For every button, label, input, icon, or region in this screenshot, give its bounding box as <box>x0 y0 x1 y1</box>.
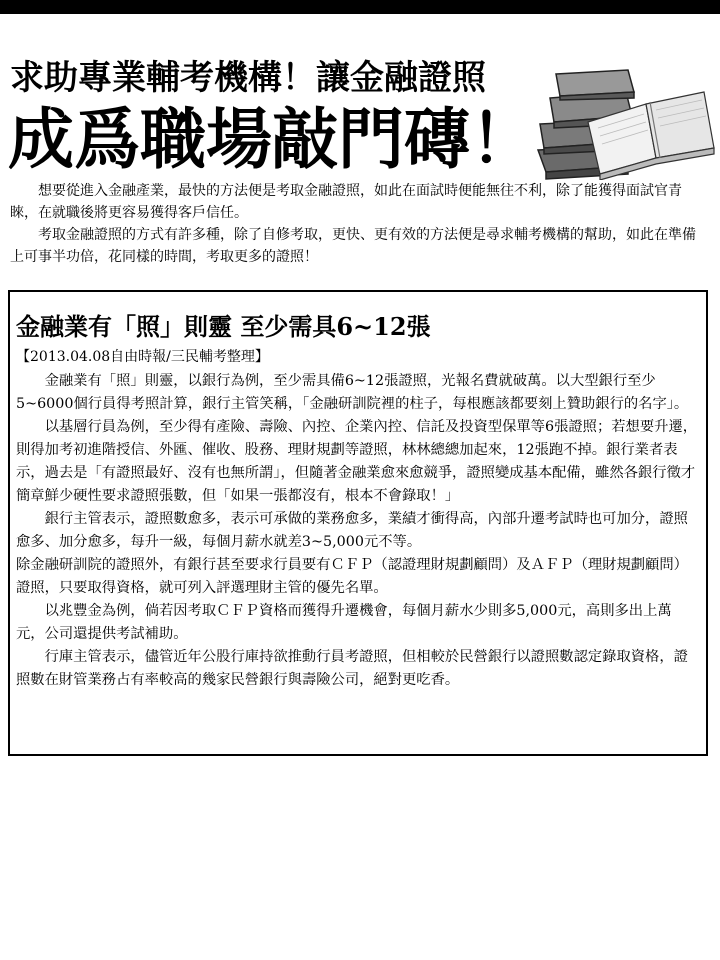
headline-line-1: 求助專業輔考機構！讓金融證照 <box>10 58 486 98</box>
article-title: 金融業有「照」則靈 至少需具6~12張 <box>16 312 431 341</box>
article-paragraph: 行庫主管表示，儘管近年公股行庫持欲推動行員考證照，但相較於民營銀行以證照數認定錄取資格，證照數在財管業務占有率較高的幾家民營銀行與壽險公司，絕對更吃香。 <box>16 649 688 688</box>
article-paragraph: 以兆豐金為例，倘若因考取ＣＦＰ資格而獲得升遷機會，每個月薪水少則多5,000元，高則多出上萬元，公司還提供考試補助。 <box>16 603 672 642</box>
article-paragraph: 以基層行員為例，至少得有產險、壽險、內控、企業內控、信託及投資型保單等6張證照；若想要升遷，則得加考初進階授信、外匯、催收、股務、理財規劃等證照，林林總總加起來，12張跑不掉。銀行業者表示，過去是「有證照最好、沒有也無所謂」，但隨著金融業愈來愈競爭，證照變成基本配備，雖然各銀行徵才簡章鮮少硬性要求證照張數，但「如果一張都沒有，根本不會錄取！」 <box>16 419 698 504</box>
books-illustration <box>528 62 718 180</box>
article-paragraph: 銀行主管表示，證照數愈多，表示可承做的業務愈多，業績才衝得高，內部升遷考試時也可加分，證照愈多、加分愈多，每升一級，每個月薪水就差3~5,000元不等。 <box>16 511 688 550</box>
article-box <box>8 290 708 756</box>
article-paragraph: 除金融研訓院的證照外，有銀行甚至要求行員要有ＣＦＰ（認證理財規劃顧問）及ＡＦＰ（理財規劃顧問）證照，只要取得資格，就可列入評選理財主管的優先名單。 <box>16 557 688 596</box>
intro-paragraph: 考取金融證照的方式有許多種，除了自修考取，更快、更有效的方法便是尋求輔考機構的幫助，如此在準備上可事半功倍，花同樣的時間，考取更多的證照！ <box>10 227 696 265</box>
intro-paragraph: 想要從進入金融產業，最快的方法便是考取金融證照，如此在面試時便能無往不利，除了能獲得面試官青睞，在就職後將更容易獲得客戶信任。 <box>10 183 682 221</box>
article-source: 【2013.04.08自由時報/三民輔考整理】 <box>16 349 269 365</box>
article-paragraph: 金融業有「照」則靈，以銀行為例，至少需具備6~12張證照，光報名費就破萬。以大型銀行至少5~6000個行員得考照計算，銀行主管笑稱，「金融研訓院裡的柱子，每根應該都要刻上贊助銀行的名字」。 <box>16 373 689 412</box>
headline-line-2: 成爲職場敲門磚！ <box>8 101 536 178</box>
top-black-bar <box>0 0 720 14</box>
intro-section <box>10 180 706 268</box>
